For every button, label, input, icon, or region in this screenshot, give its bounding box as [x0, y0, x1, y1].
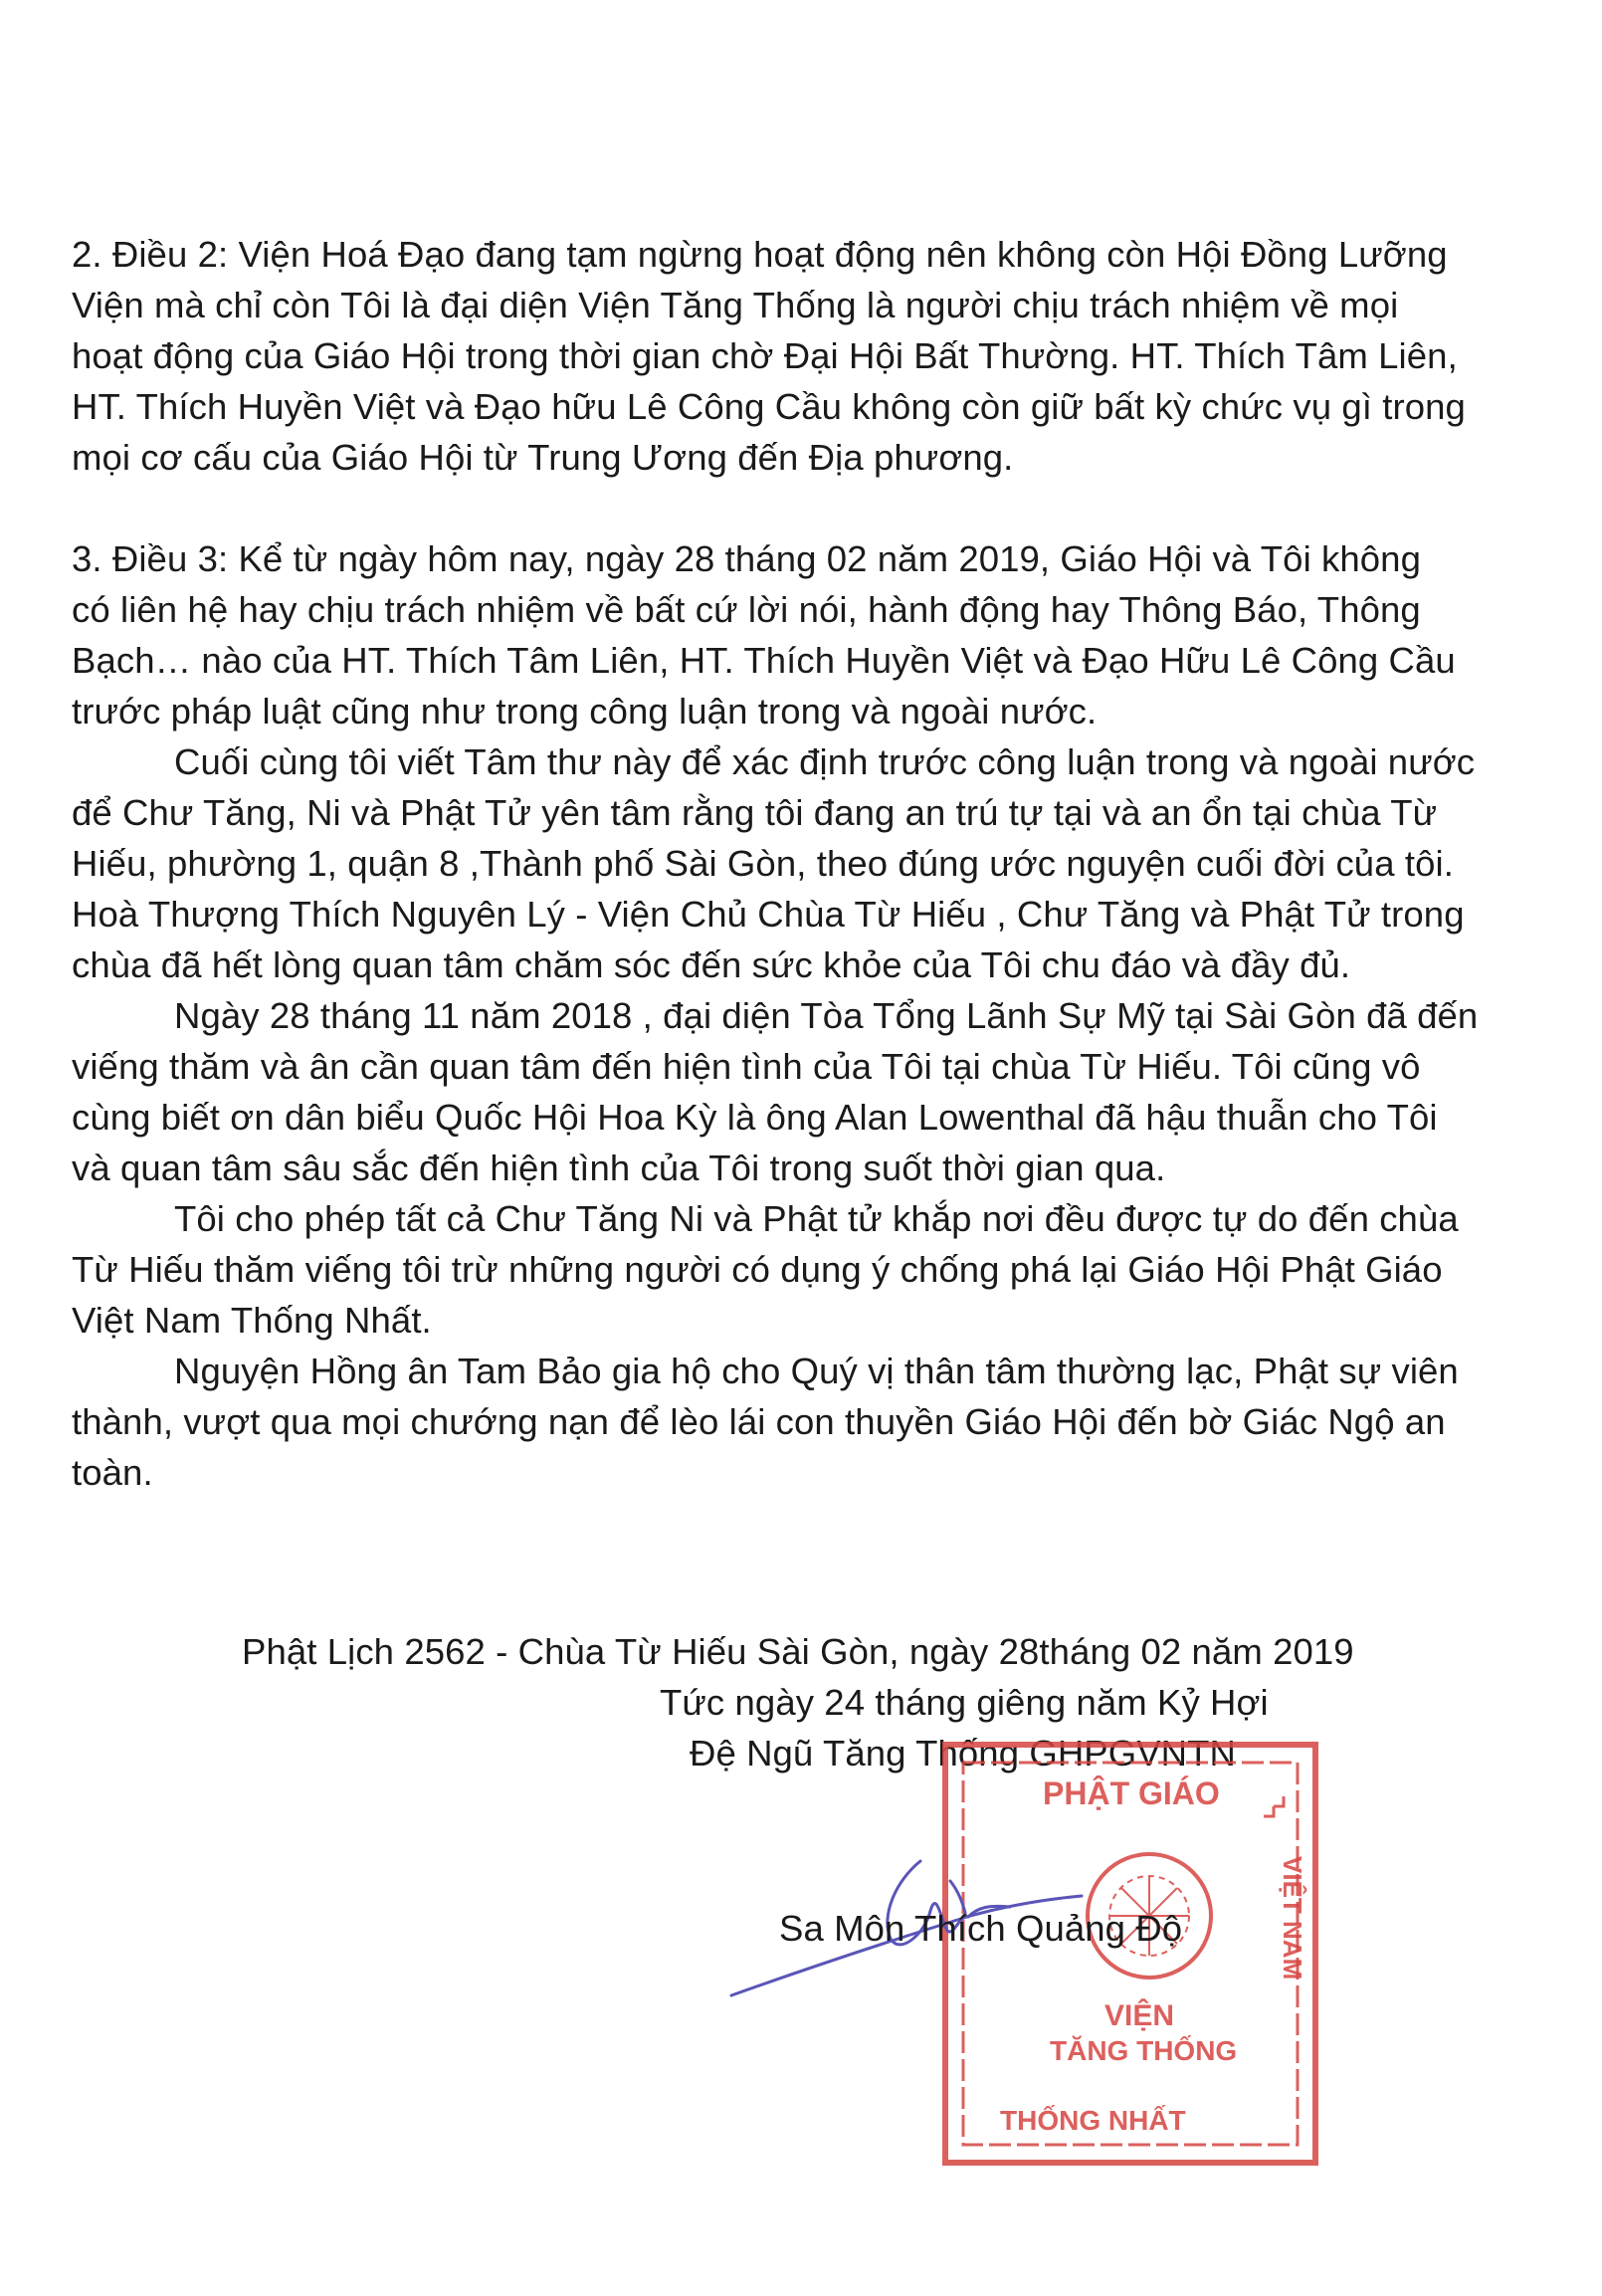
body-line: cùng biết ơn dân biểu Quốc Hội Hoa Kỳ là ông Alan Lowenthal đã hậu thuẫn cho Tôi [72, 1097, 1438, 1138]
stamp-text-top: PHẬT GIÁO [1043, 1775, 1220, 1811]
body-line: Cuối cùng tôi viết Tâm thư này để xác định trước công luận trong và ngoài nước [174, 741, 1476, 782]
body-line: Ngày 28 tháng 11 năm 2018 , đại diện Tòa Tổng Lãnh Sự Mỹ tại Sài Gòn đã đến [174, 995, 1479, 1036]
body-line: 3. Điều 3: Kể từ ngày hôm nay, ngày 28 tháng 02 năm 2019, Giáo Hội và Tôi không [72, 538, 1421, 579]
body-line: Nguyện Hồng ân Tam Bảo gia hộ cho Quý vị thân tâm thường lạc, Phật sự viên [174, 1351, 1459, 1391]
body-line: 2. Điều 2: Viện Hoá Đạo đang tạm ngừng hoạt động nên không còn Hội Đồng Lưỡng [72, 234, 1448, 275]
body-line: Hiếu, phường 1, quận 8 ,Thành phố Sài Gòn, theo đúng ước nguyện cuối đời của tôi. [72, 843, 1454, 884]
body-line: viếng thăm và ân cần quan tâm đến hiện tình của Tôi tại chùa Từ Hiếu. Tôi cũng vô [72, 1046, 1421, 1087]
closing-date-line: Phật Lịch 2562 - Chùa Từ Hiếu Sài Gòn, ngày 28tháng 02 năm 2019 [242, 1631, 1354, 1672]
body-line: HT. Thích Huyền Việt và Đạo hữu Lê Công Cầu không còn giữ bất kỳ chức vụ gì trong [72, 386, 1466, 427]
closing-title: Đệ Ngũ Tăng Thống GHPGVNTN [690, 1733, 1236, 1774]
body-line: Hoà Thượng Thích Nguyên Lý - Viện Chủ Chùa Từ Hiếu , Chư Tăng và Phật Tử trong [72, 894, 1465, 935]
signer-name: Sa Môn Thích Quảng Độ [779, 1908, 1183, 1949]
body-line: chùa đã hết lòng quan tâm chăm sóc đến sức khỏe của Tôi chu đáo và đầy đủ. [72, 944, 1351, 985]
body-line: mọi cơ cấu của Giáo Hội từ Trung Ương đến Địa phương. [72, 437, 1014, 478]
body-line: thành, vượt qua mọi chướng nạn để lèo lái con thuyền Giáo Hội đến bờ Giác Ngộ an [72, 1401, 1446, 1442]
stamp-text-bottom: THỐNG NHẤT [1000, 2105, 1186, 2136]
stamp-text-middle-2: TĂNG THỐNG [1050, 2035, 1238, 2066]
body-line: có liên hệ hay chịu trách nhiệm về bất cứ lời nói, hành động hay Thông Báo, Thông [72, 589, 1421, 630]
closing-lunar-date: Tức ngày 24 tháng giêng năm Kỷ Hợi [660, 1682, 1269, 1723]
body-line: toàn. [72, 1452, 153, 1493]
body-line: Tôi cho phép tất cả Chư Tăng Ni và Phật tử khắp nơi đều được tự do đến chùa [174, 1198, 1459, 1239]
stamp-text-side: VIỆT NAM [1278, 1856, 1307, 1981]
body-line: Từ Hiếu thăm viếng tôi trừ những người có dụng ý chống phá lại Giáo Hội Phật Giáo [72, 1249, 1443, 1290]
body-line: và quan tâm sâu sắc đến hiện tình của Tôi trong suốt thời gian qua. [72, 1148, 1166, 1188]
body-line: để Chư Tăng, Ni và Phật Tử yên tâm rằng tôi đang an trú tự tại và an ổn tại chùa Từ [72, 792, 1438, 833]
body-line: Viện mà chỉ còn Tôi là đại diện Viện Tăng Thống là người chịu trách nhiệm về mọi [72, 285, 1399, 325]
body-line: trước pháp luật cũng như trong công luận trong và ngoài nước. [72, 691, 1098, 731]
body-line: Bạch… nào của HT. Thích Tâm Liên, HT. Thích Huyền Việt và Đạo Hữu Lê Công Cầu [72, 640, 1456, 681]
body-line: Việt Nam Thống Nhất. [72, 1300, 432, 1341]
body-line: hoạt động của Giáo Hội trong thời gian chờ Đại Hội Bất Thường. HT. Thích Tâm Liên, [72, 335, 1458, 376]
stamp-text-middle-1: VIỆN [1104, 1999, 1175, 2032]
